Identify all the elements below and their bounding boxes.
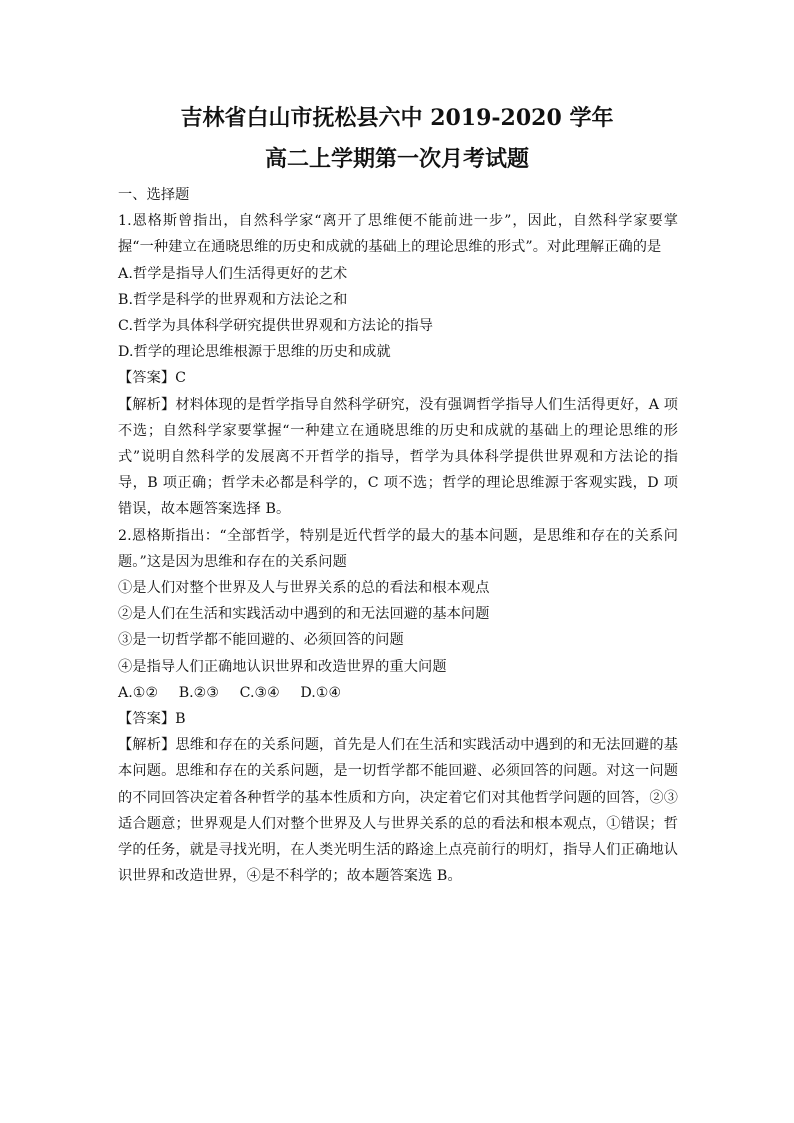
question-2-analysis: 【解析】思维和存在的关系问题，首先是人们在生活和实践活动中遇到的和无法回避的基本问题。思维和存在的关系问题，是一切哲学都不能回避、必须回答的问题。对这一问题的不同回答决定着各种哲学的基本性质和方向，决定着它们对其他哲学问题的回答，②③适合题意；世界观是人们对整个世界及人与世界关系的总的看法和根本观点，①错误；哲学的任务，就是寻找光明，在人类光明生活的路途上点亮前行的明灯，指导人们正确地认识世界和改造世界，④是不科学的；故本题答案选 B。	[118, 737, 678, 885]
page-title: 吉林省白山市抚松县六中 2019-2020 学年	[180, 105, 614, 131]
question-1-answer: 【答案】C	[118, 370, 187, 387]
question-2-statement-2: ②是人们在生活和实践活动中遇到的和无法回避的基本问题	[118, 606, 490, 623]
question-1-option-b: B.哲学是科学的世界观和方法论之和	[118, 291, 348, 308]
question-1-analysis: 【解析】材料体现的是哲学指导自然科学研究，没有强调哲学指导人们生活得更好，A 项不选；自然科学家要掌握“一种建立在通晓思维的历史和成就的基础上的理论思维的形式”说明自然科学的发展离不开哲学的指导，哲学为具体科学提供世界观和方法论的指导，B 项正确；哲学未必都是科学的，C 项不选；哲学的理论思维源于客观实践，D 项错误，故本题答案选择 B。	[118, 396, 678, 518]
document-body	[118, 182, 678, 889]
question-1-stem: 1.恩格斯曾指出，自然科学家“离开了思维便不能前进一步”，因此，自然科学家要掌握“一种建立在通晓思维的历史和成就的基础上的理论思维的形式”。对此理解正确的是	[118, 213, 678, 256]
question-2-stem: 2.恩格斯指出：“全部哲学，特别是近代哲学的最大的基本问题，是思维和存在的关系问题。”这是因为思维和存在的关系问题	[118, 527, 678, 570]
question-2-statement-3: ③是一切哲学都不能回避的、必须回答的问题	[118, 632, 404, 649]
question-2-options	[118, 680, 678, 706]
question-2-statement-1: ①是人们对整个世界及人与世界关系的总的看法和根本观点	[118, 580, 490, 597]
question-2-option-a: A.①②	[118, 684, 159, 701]
section-heading: 一、选择题	[118, 187, 190, 203]
question-2-option-d: D.①④	[300, 684, 342, 701]
question-1-option-d: D.哲学的理论思维根源于思维的历史和成就	[118, 344, 391, 361]
page-subtitle: 高二上学期第一次月考试题	[264, 146, 529, 172]
question-2-answer: 【答案】B	[118, 711, 186, 728]
question-1-option-c: C.哲学为具体科学研究提供世界观和方法论的指导	[118, 318, 434, 335]
question-1-option-a: A.哲学是指导人们生活得更好的艺术	[118, 265, 348, 282]
question-2-statement-4: ④是指导人们正确地认识世界和改造世界的重大问题	[118, 658, 447, 675]
question-2-option-c: C.③④	[239, 684, 280, 701]
question-2-option-b: B.②③	[178, 684, 220, 701]
